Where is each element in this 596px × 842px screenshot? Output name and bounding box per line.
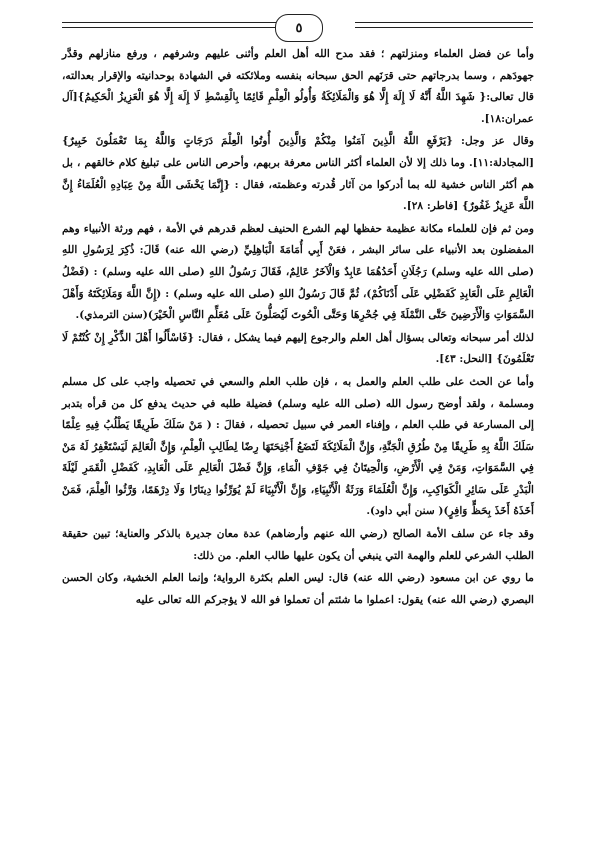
- paragraph-heirs-of-prophets: ومن ثم فإن للعلماء مكانة عظيمة حفظها لهم الشرع الحنيف لعظم قدرهم في الأمة ، فهم ورثة الأنبياء وهم المفضلون بعد الأنبياء على سائر البشر ، فعَنْ أَبِي أُمَامَةَ الْبَاهِلِيِّ (رضي الله عنه) قَالَ: ذُكِرَ لِرَسُولِ اللهِ (صلى الله عليه وسلم) رَجُلَانِ أَحَدُهُمَا عَابِدٌ وَالْآخَرُ عَالِمٌ، فَقَالَ رَسُولُ اللهِ (صلى الله عليه وسلم) : (فَضْلُ الْعَالِمِ عَلَى الْعَابِدِ كَفَضْلِي عَلَى أَدْنَاكُمْ)، ثُمَّ قَالَ رَسُولُ اللهِ (صلى الله عليه وسلم) : (إِنَّ اللَّهَ وَمَلَائِكَتَهُ وَأَهْلَ السَّمَوَاتِ وَالْأَرَضِينَ حَتَّى النَّمْلَةَ فِي جُحْرِهَا وَحَتَّى الْحُوتَ لَيُصَلُّونَ عَلَى مُعَلِّمِ النَّاسِ الْخَيْرَ)(سنن الترمذي).: [62, 222, 534, 322]
- header-rule-right: [355, 22, 533, 23]
- paragraph-seeking-knowledge: وأما عن الحث على طلب العلم والعمل به ، فإن طلب العلم والسعي في تحصيله واجب على كل مسلم ومسلمة ، ولقد أوضح رسول الله (صلى الله عليه وسلم) فضيلة طلبه في حديث يدفع كل من قرأه بتدبر إلى المسارعة في طلب العلم ، وإفناء العمر في سبيل تحصيله ، فقالَ : ( مَنْ سَلَكَ طَرِيقًا يَطْلُبُ فِيهِ عِلْمًا سَلَكَ اللَّهُ بِهِ طَرِيقًا مِنْ طُرُقِ الْجَنَّةِ، وَإِنَّ الْمَلَائِكَةَ لَتَضَعُ أَجْنِحَتَهَا رِضًا لِطَالِبِ الْعِلْمِ، وَإِنَّ الْعَالِمَ لَيَسْتَغْفِرُ لَهُ مَنْ فِي السَّمَوَاتِ، وَمَنْ فِي الْأَرْضِ، وَالْحِيتَانُ فِي جَوْفِ الْمَاءِ، وَإِنَّ فَضْلَ الْعَالِمِ عَلَى الْعَابِدِ، كَفَضْلِ الْقَمَرِ لَيْلَةَ الْبَدْرِ عَلَى سَائِرِ الْكَوَاكِبِ، وَإِنَّ الْعُلَمَاءَ وَرَثَةُ الْأَنْبِيَاءِ، وَإِنَّ الْأَنْبِيَاءَ لَمْ يُوَرِّثُوا دِينَارًا وَلَا دِرْهَمًا، وَرَّثُوا الْعِلْمَ، فَمَنْ أَخَذَهُ أَخَذَ بِحَظٍّ وَافِرٍ)( سنن أبي داود).: [62, 375, 534, 518]
- page-header: [0, 14, 596, 42]
- page-number-badge: [275, 14, 323, 42]
- header-rule-left-thin: [62, 27, 292, 28]
- header-rule-right-thin: [355, 27, 533, 28]
- page-body: [62, 44, 534, 612]
- paragraph-ibn-masud: ما روي عن ابن مسعود (رضي الله عنه) قال: ليس العلم بكثرة الرواية؛ وإنما العلم الخشية، وكان الحسن البصري (رضي الله عنه) يقول: اعملوا ما شئتم أن تعملوا فو الله لا يؤجركم الله تعالى عليه: [62, 572, 534, 606]
- page-number: ٥: [295, 20, 303, 36]
- paragraph-scholars-virtue: وأما عن فضل العلماء ومنزلتهم ؛ فقد مدح الله أهل العلم وأثنى عليهم وشرفهم ، ورفع منازلهم وقدَّر جهودَهم ، وسما بدرجاتهم حتى قرَنَهم الحق سبحانه بنفسه وملائكته في الشهادة بوحدانيته والإقرار بعدالته، قال تعالى:{ شَهِدَ اللَّهُ أَنَّهُ لَا إِلَهَ إِلَّا هُوَ وَالْمَلَائِكَةُ وَأُولُو الْعِلْمِ قَائِمًا بِالْقِسْطِ لَا إِلَهَ إِلَّا هُوَ الْعَزِيزُ الْحَكِيمُ}[آل عمران:١٨].: [62, 48, 534, 125]
- paragraph-salaf-sayings: وقد جاء عن سلف الأمة الصالح (رضي الله عنهم وأرضاهم) عدة معان جديرة بالذكر والعناية؛ تبين حقيقة الطلب الشرعي للعلم والهمة التي ينبغي أن يكون عليها طالب العلم. من ذلك:: [62, 528, 534, 562]
- paragraph-raised-ranks: وقال عز وجل: {يَرْفَعِ اللَّهُ الَّذِينَ آمَنُوا مِنْكُمْ وَالَّذِينَ أُوتُوا الْعِلْمَ دَرَجَاتٍ وَاللَّهُ بِمَا تَعْمَلُونَ خَبِيرٌ} [المجادلة:١١]. وما ذلك إلا لأن العلماء أكثر الناس معرفة بربهم، وأحرص الناس على تبليغ كلام خالقهم ، بل هم أكثر الناس خشية لله بما أدركوا من آثار قُدرته وعظمته، فقال : {إِنَّمَا يَخْشَى اللَّهَ مِنْ عِبَادِهِ الْعُلَمَاءُ إِنَّ اللَّهَ عَزِيزٌ غَفُورٌ} [فاطر: ٢٨].: [62, 135, 534, 213]
- header-rule-left: [62, 22, 292, 23]
- paragraph-ask-people-of-knowledge: لذلك أمر سبحانه وتعالى بسؤال أهل العلم والرجوع إليهم فيما يشكل ، فقال: {فَاسْأَلُوا أَهْلَ الذِّكْرِ إِنْ كُنْتُمْ لَا تَعْلَمُونَ} [النحل: ٤٣].: [62, 331, 534, 366]
